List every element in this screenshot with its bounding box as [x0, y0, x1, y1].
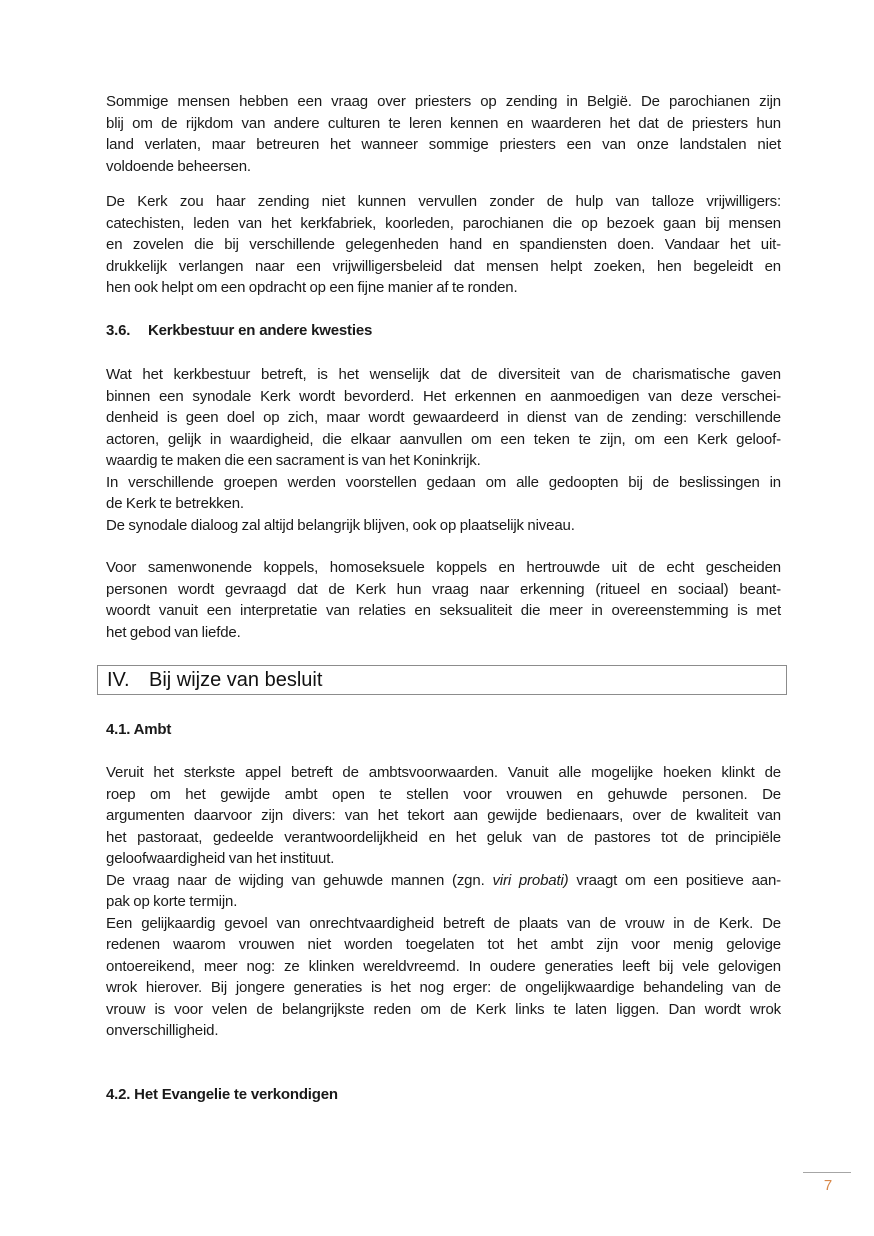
text-line — [106, 870, 781, 892]
paragraph-priests-mission — [106, 91, 781, 177]
text-line: hen ook helpt om een opdracht op een fijne manier af te ronden. — [106, 279, 518, 296]
text-line: binnen een synodale Kerk wordt bevorderd. Het erkennen en aanmoedigen van deze verschei- — [106, 387, 781, 405]
italic-term: viri probati) — [492, 871, 569, 889]
chapter-title: Bij wijze van besluit — [149, 669, 323, 691]
chapter-heading-iv — [97, 665, 787, 695]
text-line: het gebod van liefde. — [106, 623, 241, 641]
heading-title: 4.2. Het Evangelie te verkondigen — [106, 1086, 338, 1103]
text-line: personen wordt gevraagd dat de Kerk hun vraag naar erkenning (ritueel en sociaal) beant- — [106, 580, 781, 598]
text-line: Sommige mensen hebben een vraag over priesters op zending in België. De parochianen zijn — [106, 93, 781, 110]
chapter-number: IV. — [107, 669, 130, 691]
text-run: vraagt om een positieve aan- — [568, 871, 781, 889]
text-line: Wat het kerkbestuur betreft, is het wenselijk dat de diversiteit van de charismatische gaven — [106, 366, 781, 383]
text-line: Veruit het sterkste appel betreft de ambtsvoorwaarden. Vanuit alle mogelijke hoeken klinkt de — [106, 764, 781, 781]
heading-4-2 — [106, 1084, 781, 1105]
text-line: ontoereikend, meer nog: ze klinken wereldvreemd. In oudere generaties leeft bij vele gelovigen — [106, 957, 781, 975]
text-line: land verlaten, maar betreuren het wanneer sommige priesters een van onze landstalen niet — [106, 136, 781, 153]
text-line: het pastoraat, gedeelde verantwoordelijkheid en het geluk van de pastores tot de principiële — [106, 828, 781, 846]
heading-title: 4.1. Ambt — [106, 721, 172, 738]
text-line: In verschillende groepen werden voorstellen gedaan om alle gedoopten bij de beslissingen in — [106, 473, 781, 491]
text-line: pak op korte termijn. — [106, 893, 238, 910]
text-line: geloofwaardigheid van het instituut. — [106, 850, 335, 867]
text-line: Voor samenwonende koppels, homoseksuele koppels en hertrouwde uit de echt gescheiden — [106, 559, 781, 576]
text-line: denheid is geen doel op zich, maar wordt gewaardeerd in dienst van de zending: verschillende — [106, 409, 781, 426]
heading-3-6 — [106, 320, 781, 341]
paragraph-recognition — [106, 557, 781, 643]
text-line: en zovelen die bij verschillende gelegenheden hand en spandiensten doen. Vandaar het uit- — [106, 236, 781, 253]
text-line: argumenten daarvoor zijn divers: van het tekort aan gewijde bedienaars, over de kwaliteit van — [106, 807, 781, 824]
text-line: waardig te maken die een sacrament is van het Koninkrijk. — [106, 452, 481, 469]
text-line: Een gelijkaardig gevoel van onrechtvaardigheid betreft de plaats van de vrouw in de Kerk. De — [106, 914, 781, 932]
heading-number: 3.6. — [106, 322, 131, 339]
heading-title: Kerkbestuur en andere kwesties — [148, 322, 373, 339]
text-line: woordt vanuit een interpretatie van relaties en seksualiteit die meer in overeenstemming is met — [106, 602, 781, 619]
text-line: roep om het gewijde ambt open te stellen voor vrouwen en gehuwde personen. De — [106, 785, 781, 803]
text-line: onverschilligheid. — [106, 1022, 219, 1039]
text-line: vrouw is voor velen de belangrijkste reden om de Kerk links te laten liggen. Dan wordt wrok — [106, 1000, 781, 1018]
text-run: De vraag naar de wijding van gehuwde mannen (zgn. — [106, 871, 493, 889]
text-line: De Kerk zou haar zending niet kunnen vervullen zonder de hulp van talloze vrijwilligers: — [106, 193, 781, 210]
text-line: drukkelijk verlangen naar een vrijwilligersbeleid dat mensen helpt zoeken, hen begeleidt en — [106, 257, 781, 275]
page-number: 7 — [823, 1177, 833, 1194]
paragraph-church-governance — [106, 364, 781, 536]
text-line: redenen waarom vrouwen niet worden toegelaten tot het ambt zijn voor menig gelovige — [106, 936, 781, 953]
paragraph-ministry — [106, 762, 781, 1042]
footer-divider — [803, 1172, 851, 1173]
text-line: blij om de rijkdom van andere culturen te leren kennen en waarderen het dat de priesters hun — [106, 114, 781, 132]
heading-4-1 — [106, 719, 781, 740]
text-line: de Kerk te betrekken. — [106, 495, 244, 512]
text-line: wrok hierover. Bij jongere generaties is het nog erger: de ongelijkwaardige behandeling van de — [106, 979, 781, 996]
text-line: De synodale dialoog zal altijd belangrijk blijven, ook op plaatselijk niveau. — [106, 516, 575, 534]
paragraph-volunteers — [106, 191, 781, 299]
text-line: voldoende beheersen. — [106, 157, 251, 175]
text-line: actoren, gelijk in waardigheid, die elkaar aanvullen om een teken te zijn, om een Kerk geloof- — [106, 430, 781, 448]
text-line: catechisten, leden van het kerkfabriek, koorleden, parochianen die op bezoek gaan bij mensen — [106, 214, 781, 232]
